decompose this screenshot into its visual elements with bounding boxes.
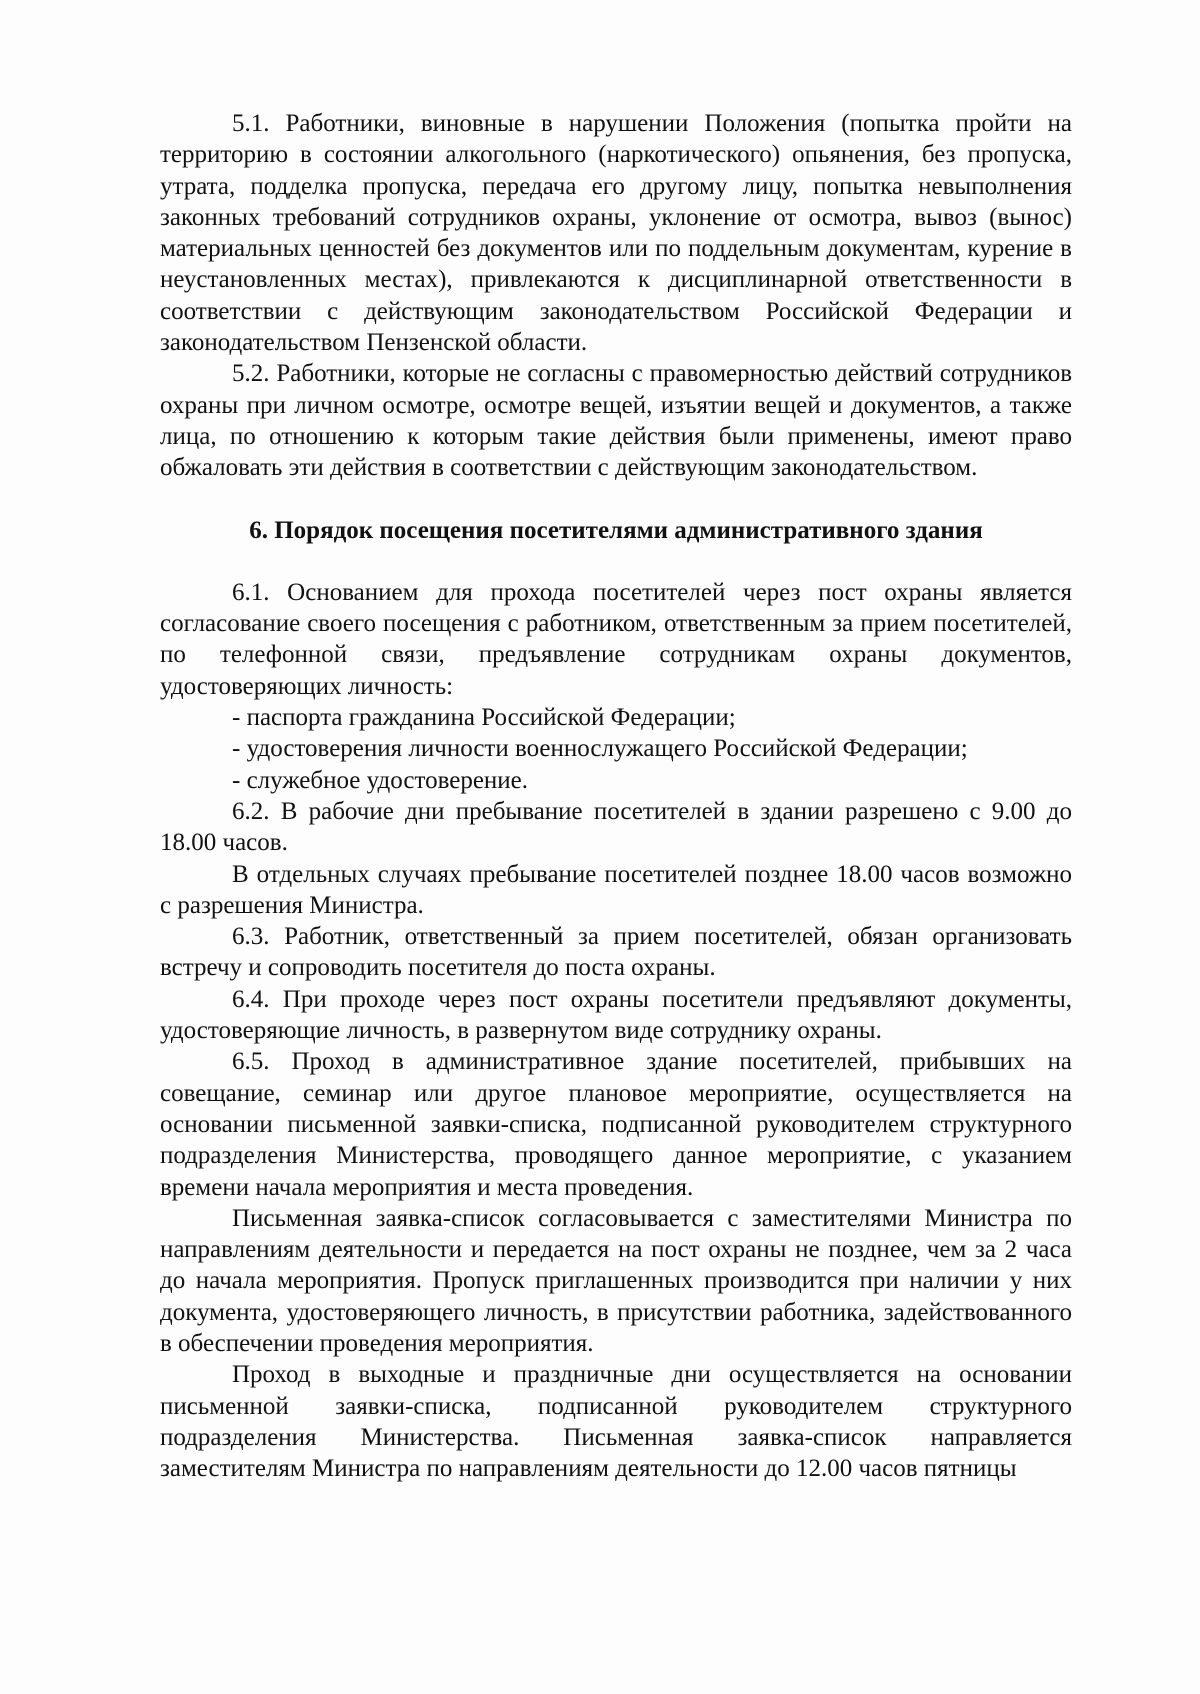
paragraph-6-3: 6.3. Работник, ответственный за прием посетителей, обязан организовать встречу и сопроводить посетителя до поста охраны. (160, 923, 1072, 982)
paragraph-6-2: 6.2. В рабочие дни пребывание посетителей в здании разрешено с 9.00 до 18.00 часов. (160, 797, 1072, 857)
paragraph-6-5: 6.5. Проход в административное здание посетителей, прибывших на совещание, семинар или другое плановое мероприятие, осуществляется на основании письменной заявки-списка, подписанной руководителем структурного подразделения Министерства, проводящего данное мероприятие, с указанием времени начала мероприятия и места проведения. (160, 1048, 1072, 1201)
paragraph-5-1: 5.1. Работники, виновные в нарушении Положения (попытка пройти на территорию в состоянии алкогольного (наркотического) опьянения, без пропуска, утрата, подделка пропуска, передача его другому лицу, попытка невыполнения законных требований сотрудников охраны, уклонение от осмотра, вывоз (вынос) материальных ценностей без документов или по поддельным документам, курение в неустановленных местах), привлекаются к дисциплинарной ответственности в соответствии с действующим законодательством Российской Федерации и законодательством Пензенской области. (160, 110, 1072, 357)
list-item-passport: - паспорта гражданина Российской Федерации; (232, 704, 736, 732)
paragraph-6-4: 6.4. При проходе через пост охраны посетители предъявляют документы, удостоверяющие личность, в развернутом виде сотруднику охраны. (160, 985, 1072, 1045)
paragraph-6-5-weekend-access: Проход в выходные и праздничные дни осуществляется на основании письменной заявки-списка, подписанной руководителем структурного подразделения Министерства. Письменная заявка-список направляется заместителям Министра по направлениям деятельности до 12.00 часов пятницы (160, 1361, 1072, 1483)
paragraph-6-2-exceptions: В отдельных случаях пребывание посетителей позднее 18.00 часов возможно с разрешения Министра. (160, 860, 1072, 919)
list-item-military-id: - удостоверения личности военнослужащего Российской Федерации; (232, 735, 968, 763)
paragraph-5-2: 5.2. Работники, которые не согласны с правомерностью действий сотрудников охраны при личном осмотре, осмотре вещей, изъятии вещей и документов, а также лица, по отношению к которым такие действия были применены, имеют право обжаловать эти действия в соответствии с действующим законодательством. (160, 360, 1072, 482)
section-6-heading: 6. Порядок посещения посетителями административного здания (249, 516, 983, 544)
document-body (160, 108, 1072, 1484)
list-item-service-id: - служебное удостоверение. (232, 766, 529, 794)
paragraph-6-5-request-approval: Письменная заявка-список согласовывается с заместителями Министра по направлениям деятельности и передается на пост охраны не позднее, чем за 2 часа до начала мероприятия. Пропуск приглашенных производится при наличии у них документа, удостоверяющего личность, в присутствии работника, задействованного в обеспечении проведения мероприятия. (160, 1204, 1072, 1357)
paragraph-6-1: 6.1. Основанием для прохода посетителей через пост охраны является согласование своего посещения с работником, ответственным за прием посетителей, по телефонной связи, предъявление сотрудникам охраны документов, удостоверяющих личность: (160, 578, 1072, 700)
